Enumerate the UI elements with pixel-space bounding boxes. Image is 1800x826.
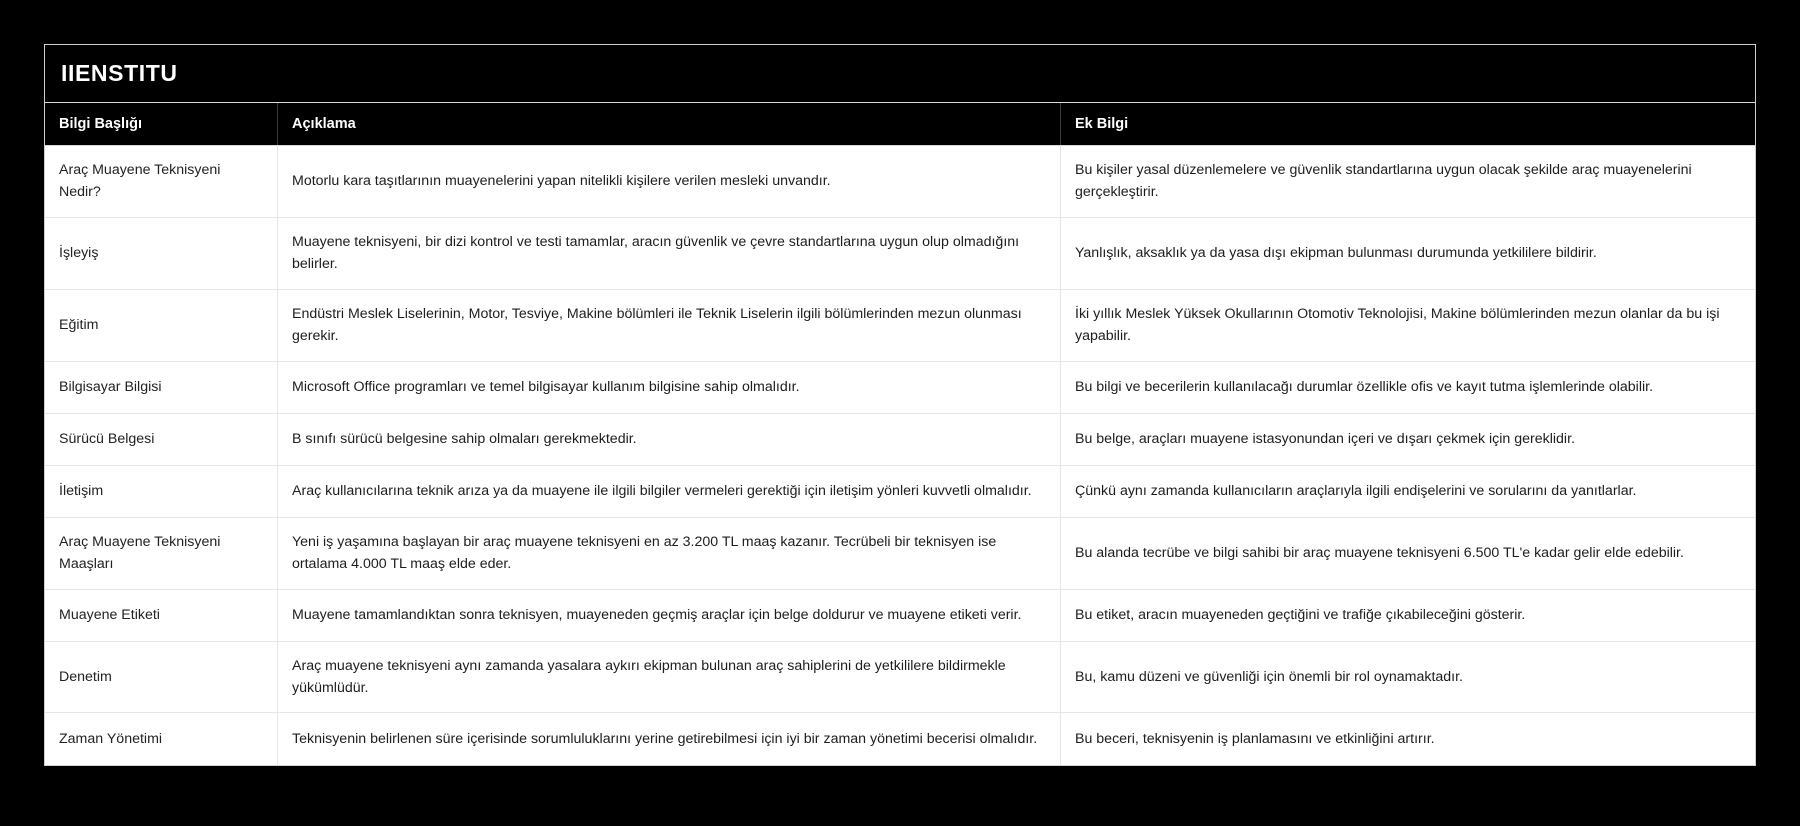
cell-title: İşleyiş — [45, 218, 278, 289]
cell-extra: Yanlışlık, aksaklık ya da yasa dışı ekipman bulunması durumunda yetkililere bildirir. — [1075, 245, 1597, 262]
cell-description: Yeni iş yaşamına başlayan bir araç muayene teknisyeni en az 3.200 TL maaş kazanır. Tecrübeli bir teknisyen ise ortalama 4.000 TL maaş elde eder. — [278, 518, 1061, 589]
cell-extra: İki yıllık Meslek Yüksek Okullarının Otomotiv Teknolojisi, Makine bölümlerinden mezun olanlar da bu işi yapabilir. — [1075, 305, 1720, 345]
table-row — [45, 414, 1755, 466]
table-row — [45, 590, 1755, 642]
cell-extra: Bu, kamu düzeni ve güvenliği için önemli bir rol oynamaktadır. — [1075, 668, 1463, 685]
table-row — [45, 290, 1755, 362]
cell-description: B sınıfı sürücü belgesine sahip olmaları gerekmektedir. — [278, 414, 1061, 465]
cell-description: Araç kullanıcılarına teknik arıza ya da muayene ile ilgili bilgiler vermeleri gerektiği için iletişim yönleri kuvvetli olmalıdır. — [278, 466, 1061, 517]
cell-description: Endüstri Meslek Liselerinin, Motor, Tesviye, Makine bölümleri ile Teknik Liselerin ilgili bölümlerinden mezun olunması gerekir. — [278, 290, 1061, 361]
cell-description: Muayene tamamlandıktan sonra teknisyen, muayeneden geçmiş araçlar için belge doldurur ve muayene etiketi verir. — [278, 590, 1061, 641]
table-row — [45, 642, 1755, 714]
cell-title: Bilgisayar Bilgisi — [45, 362, 278, 413]
cell-title: Muayene Etiketi — [45, 590, 278, 641]
info-table-card — [44, 44, 1756, 766]
cell-title: Zaman Yönetimi — [45, 713, 278, 765]
cell-description: Motorlu kara taşıtlarının muayenelerini yapan nitelikli kişilere verilen mesleki unvandır. — [278, 146, 1061, 217]
cell-extra: Bu belge, araçları muayene istasyonundan içeri ve dışarı çekmek için gereklidir. — [1075, 430, 1575, 447]
cell-description: Teknisyenin belirlenen süre içerisinde sorumluluklarını yerine getirebilmesi için iyi bir zaman yönetimi becerisi olmalıdır. — [278, 713, 1061, 765]
cell-title: İletişim — [45, 466, 278, 517]
column-header-description: Açıklama — [278, 103, 1061, 145]
cell-extra: Bu beceri, teknisyenin iş planlamasını ve etkinliğini artırır. — [1075, 731, 1435, 748]
cell-description: Araç muayene teknisyeni aynı zamanda yasalara aykırı ekipman bulunan araç sahiplerini de yetkililere bildirmekle yükümlüdür. — [278, 642, 1061, 713]
table-row — [45, 146, 1755, 218]
brand-logo: IIENSTITU — [61, 60, 178, 86]
cell-extra: Bu alanda tecrübe ve bilgi sahibi bir araç muayene teknisyeni 6.500 TL'e kadar gelir elde edebilir. — [1075, 544, 1684, 561]
table-row — [45, 713, 1755, 765]
cell-title: Eğitim — [45, 290, 278, 361]
cell-description: Microsoft Office programları ve temel bilgisayar kullanım bilgisine sahip olmalıdır. — [278, 362, 1061, 413]
table-row — [45, 218, 1755, 290]
column-header-title: Bilgi Başlığı — [45, 103, 278, 145]
cell-title: Araç Muayene Teknisyeni Nedir? — [45, 146, 278, 217]
cell-extra: Bu kişiler yasal düzenlemelere ve güvenlik standartlarına uygun olacak şekilde araç muayenelerini gerçekleştirir. — [1075, 162, 1692, 201]
table-body — [45, 146, 1755, 765]
column-header-extra: Ek Bilgi — [1075, 116, 1129, 132]
cell-extra: Bu bilgi ve becerilerin kullanılacağı durumlar özellikle ofis ve kayıt tutma işlemlerinde olabilir. — [1075, 378, 1654, 395]
cell-title: Denetim — [45, 642, 278, 713]
table-header-row — [45, 103, 1755, 146]
cell-title: Sürücü Belgesi — [45, 414, 278, 465]
table-row — [45, 466, 1755, 518]
table-row — [45, 362, 1755, 414]
cell-description: Muayene teknisyeni, bir dizi kontrol ve testi tamamlar, aracın güvenlik ve çevre standartlarına uygun olup olmadığını belirler. — [278, 218, 1061, 289]
cell-extra: Çünkü aynı zamanda kullanıcıların araçlarıyla ilgili endişelerini ve sorularını da yanıtlarlar. — [1075, 482, 1637, 499]
cell-title: Araç Muayene Teknisyeni Maaşları — [45, 518, 278, 589]
table-row — [45, 518, 1755, 590]
brand-bar — [45, 45, 1755, 103]
cell-extra: Bu etiket, aracın muayeneden geçtiğini ve trafiğe çıkabileceğini gösterir. — [1075, 606, 1526, 623]
